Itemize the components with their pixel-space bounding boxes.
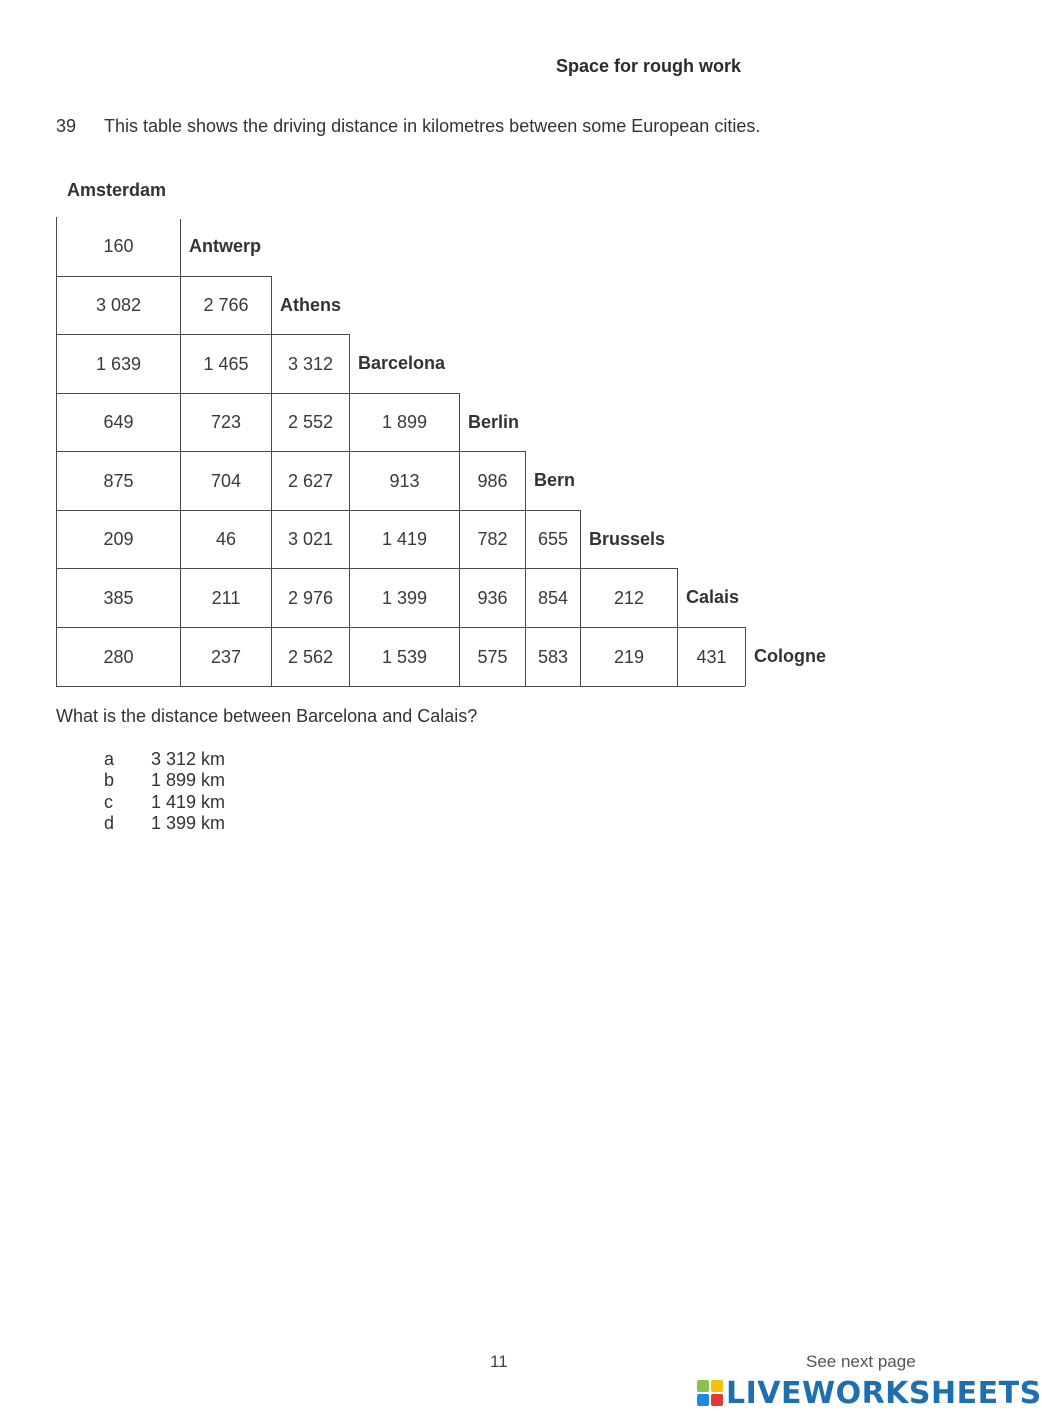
distance-cell: 385 — [56, 568, 180, 627]
distance-cell: 854 — [525, 568, 580, 627]
option-value: 1 419 km — [151, 792, 226, 812]
distance-cell: 2 766 — [180, 276, 271, 334]
page-number: 11 — [490, 1352, 508, 1371]
table-divider — [580, 568, 677, 569]
distance-cell: 219 — [580, 627, 677, 686]
table-divider — [677, 627, 745, 628]
distance-cell: 1 465 — [180, 334, 271, 393]
city-label: Athens — [280, 294, 342, 315]
distance-cell: 649 — [56, 393, 180, 451]
table-divider — [271, 334, 349, 335]
distance-table — [0, 0, 1000, 700]
distance-cell: 986 — [459, 451, 525, 510]
option-value: 3 312 km — [151, 749, 226, 769]
city-label: Antwerp — [189, 236, 261, 256]
distance-cell: 2 552 — [271, 393, 349, 451]
city-label: Barcelona — [358, 353, 446, 373]
table-divider — [580, 510, 581, 568]
distance-cell: 237 — [180, 627, 271, 686]
table-divider — [271, 276, 272, 334]
city-label: Amsterdam — [67, 179, 167, 200]
distance-cell: 782 — [459, 510, 525, 568]
distance-cell: 2 976 — [271, 568, 349, 627]
distance-cell: 280 — [56, 627, 180, 686]
distance-cell: 3 021 — [271, 510, 349, 568]
distance-cell: 431 — [677, 627, 745, 686]
table-divider — [525, 451, 526, 510]
option-value: 1 399 km — [151, 813, 226, 833]
rough-work-heading: Space for rough work — [556, 56, 742, 76]
table-bottom-border — [56, 686, 745, 687]
table-divider — [525, 510, 580, 511]
table-divider — [677, 568, 678, 627]
distance-cell: 209 — [56, 510, 180, 568]
city-label: Cologne — [754, 646, 826, 666]
table-divider — [180, 276, 271, 277]
logo-text: LIVEWORKSHEETS — [726, 1375, 1042, 1411]
distance-cell: 704 — [180, 451, 271, 510]
distance-cell: 212 — [580, 568, 677, 627]
distance-cell: 936 — [459, 568, 525, 627]
distance-cell: 875 — [56, 451, 180, 510]
option-letter: d — [104, 813, 115, 833]
distance-cell: 3 312 — [271, 334, 349, 393]
distance-cell: 583 — [525, 627, 580, 686]
distance-cell: 2 562 — [271, 627, 349, 686]
option-letter: b — [104, 770, 115, 790]
question-number: 39 — [56, 116, 77, 136]
logo-mark-icon — [697, 1380, 723, 1406]
option-value: 1 899 km — [151, 770, 226, 790]
liveworksheets-logo — [697, 1376, 1042, 1410]
option-letter: a — [104, 749, 115, 769]
city-label: Bern — [534, 470, 576, 490]
city-label: Calais — [686, 587, 740, 607]
distance-cell: 3 082 — [56, 276, 180, 334]
distance-cell: 913 — [349, 451, 459, 510]
distance-cell: 723 — [180, 393, 271, 451]
table-divider — [745, 627, 746, 686]
distance-cell: 1 399 — [349, 568, 459, 627]
distance-cell: 1 899 — [349, 393, 459, 451]
distance-cell: 1 639 — [56, 334, 180, 393]
option-letter: c — [104, 792, 113, 812]
distance-cell: 211 — [180, 568, 271, 627]
distance-cell: 46 — [180, 510, 271, 568]
city-label: Brussels — [589, 528, 666, 549]
distance-cell: 160 — [56, 217, 180, 276]
table-divider — [180, 219, 181, 276]
distance-cell: 1 539 — [349, 627, 459, 686]
distance-cell: 655 — [525, 510, 580, 568]
table-divider — [349, 334, 350, 393]
see-next-page: See next page — [806, 1352, 916, 1371]
table-divider — [459, 451, 525, 452]
distance-cell: 2 627 — [271, 451, 349, 510]
distance-cell: 1 419 — [349, 510, 459, 568]
question-text: This table shows the driving distance in kilometres between some European cities. — [104, 116, 761, 136]
question-prompt: What is the distance between Barcelona and Calais? — [56, 706, 478, 726]
table-divider — [349, 393, 459, 394]
city-label: Berlin — [468, 411, 520, 432]
table-divider — [459, 393, 460, 451]
distance-cell: 575 — [459, 627, 525, 686]
